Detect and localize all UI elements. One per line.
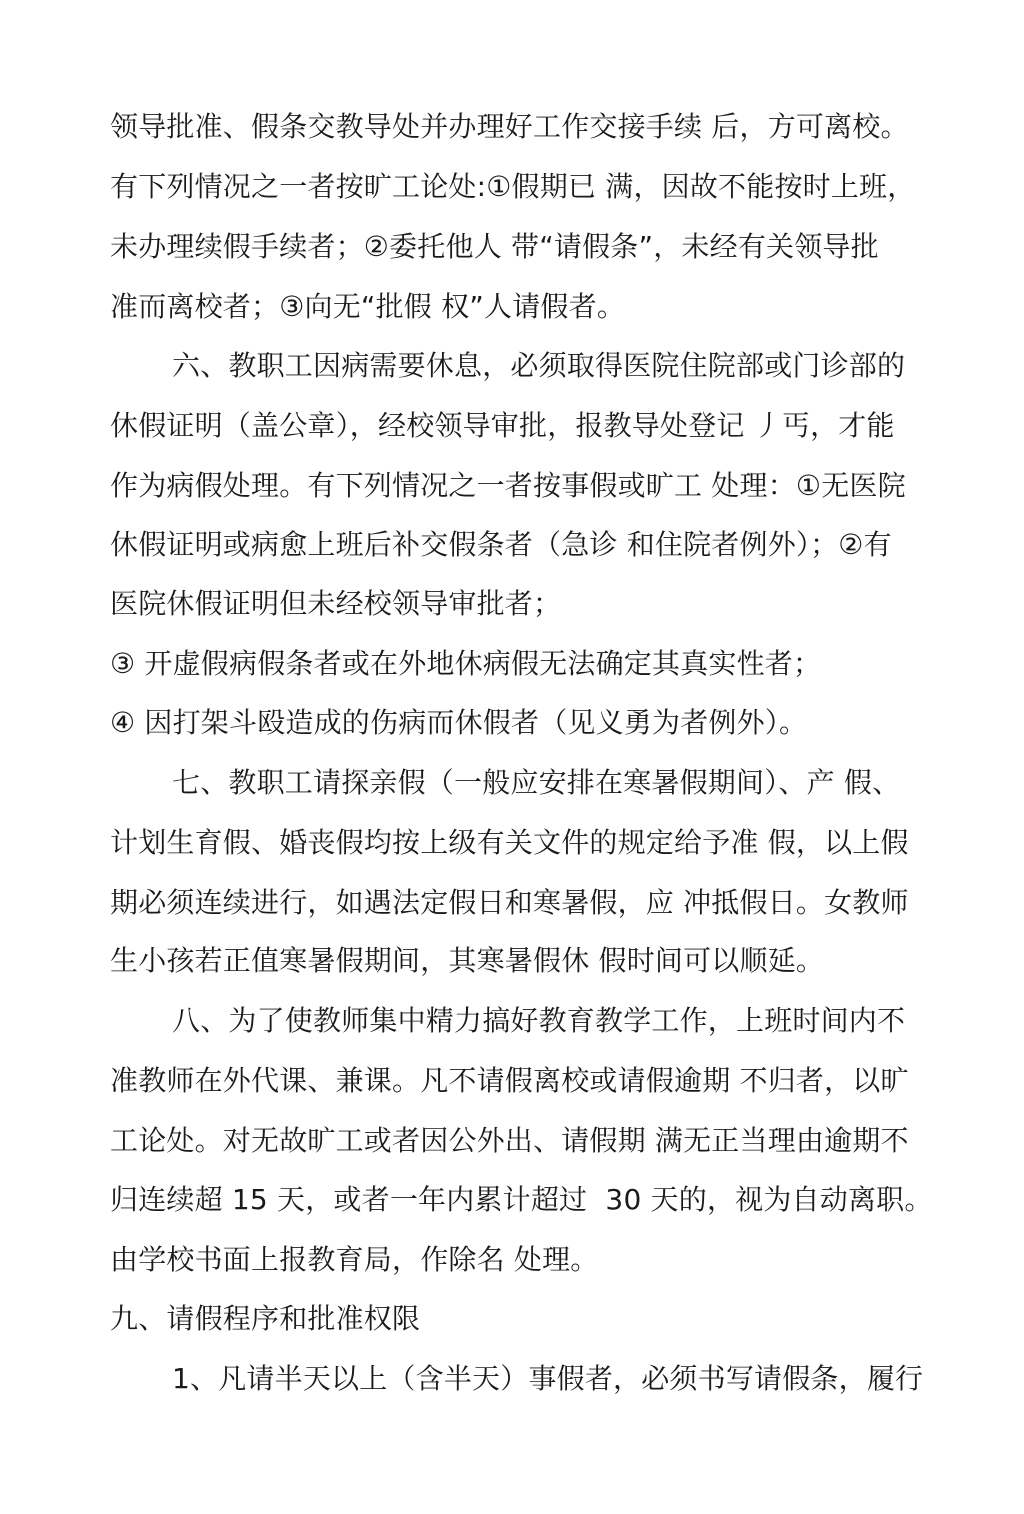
text-line: 休假证明或病愈上班后补交假条者（急诊 和住院者例外）；②有: [110, 528, 892, 561]
paragraph-8-start: 八、为了使教师集中精力搞好教育教学工作，上班时间内不: [172, 1004, 906, 1037]
text-line: 生小孩若正值寒暑假期间，其寒暑假休 假时间可以顺延。: [110, 944, 825, 977]
text-line: 有下列情况之一者按旷工论处:①假期已 满，因故不能按时上班，: [110, 170, 916, 203]
text-line: 医院休假证明但未经校领导审批者；: [110, 587, 562, 620]
text-line: 由学校书面上报教育局，作除名 处理。: [110, 1243, 599, 1276]
text-line: 准教师在外代课、兼课。凡不请假离校或请假逾期 不归者，以旷: [110, 1064, 909, 1097]
text-line: 休假证明（盖公章），经校领导审批，报教导处登记 丿丐，才能: [110, 409, 895, 442]
text-line: 准而离校者；③向无“批假 权”人请假者。: [110, 290, 626, 323]
text-line: 作为病假处理。有下列情况之一者按事假或旷工 处理：①无医院: [110, 469, 906, 502]
text-line: 归连续超 15 天，或者一年内累计超过 30 天的，视为自动离职。: [110, 1183, 933, 1216]
text-line: 计划生育假、婚丧假均按上级有关文件的规定给予准 假，以上假: [110, 826, 909, 859]
list-item-3: ③ 开虚假病假条者或在外地休病假无法确定其真实性者；: [110, 647, 822, 680]
text-line: 期必须连续进行，如遇法定假日和寒暑假，应 冲抵假日。女教师: [110, 886, 909, 919]
section-9-heading: 九、请假程序和批准权限: [110, 1302, 421, 1335]
paragraph-7-start: 七、教职工请探亲假（一般应安排在寒暑假期间）、产 假、: [172, 766, 901, 799]
section-9-item-1: 1、凡请半天以上（含半天）事假者，必须书写请假条，履行: [172, 1362, 924, 1395]
text-line: 领导批准、假条交教导处并办理好工作交接手续 后，方可离校。: [110, 110, 909, 143]
paragraph-6-start: 六、教职工因病需要休息，必须取得医院住院部或门诊部的: [172, 349, 906, 382]
list-item-4: ④ 因打架斗殴造成的伤病而休假者（见义勇为者例外）。: [110, 706, 808, 739]
text-line: 未办理续假手续者；②委托他人 带“请假条”，未经有关领导批: [110, 230, 879, 263]
text-line: 工论处。对无故旷工或者因公外出、请假期 满无正当理由逾期不: [110, 1124, 909, 1157]
